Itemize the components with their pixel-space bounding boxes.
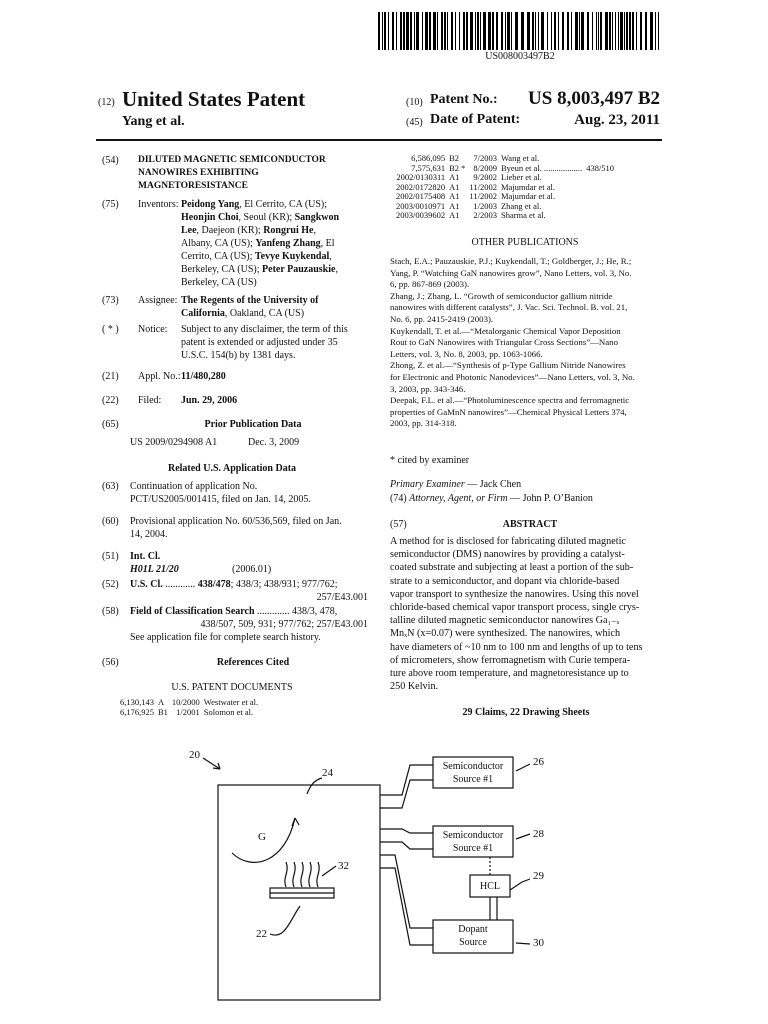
- filed-date: Jun. 29, 2006: [181, 395, 238, 406]
- inventors-label: Inventors:: [138, 199, 179, 210]
- code-45: (45): [406, 117, 423, 128]
- primary-examiner: — Jack Chen: [464, 479, 522, 490]
- inventor-name: Heonjin Choi: [181, 212, 239, 223]
- abstract-line: 250 Kelvin.: [390, 681, 439, 693]
- doc-kind: A1: [449, 172, 460, 182]
- assignee-location: , Oakland, CA (US): [224, 308, 305, 319]
- appl-no-label: Appl. No.:: [138, 371, 181, 382]
- patent-date: Aug. 23, 2011: [574, 112, 660, 128]
- code-56: (56): [102, 657, 119, 668]
- doc-name: Lieber et al.: [500, 172, 542, 182]
- leader-dots: ............: [165, 579, 196, 590]
- doc-name: Byeun et al. ..................: [500, 162, 583, 173]
- code-60: (60): [102, 516, 119, 527]
- code-75: (75): [102, 199, 119, 210]
- rotation-arrowhead: [292, 818, 299, 826]
- inventor-location: , El Cerrito, CA (US);: [239, 199, 328, 210]
- doc-name: Zhang et al.: [500, 200, 542, 211]
- code-51: (51): [102, 551, 119, 562]
- abstract-heading: ABSTRACT: [502, 519, 558, 530]
- doc-kind: A1: [449, 191, 460, 201]
- inventor-location: Berkeley, CA (US);: [181, 264, 263, 275]
- ref-30: 30: [533, 937, 544, 949]
- source-28-label: [433, 829, 513, 855]
- abstract-line: MnₓN (x=0.07) were synthesized. The nanowires, which: [390, 628, 621, 640]
- doc-number: 6,130,143: [120, 697, 154, 707]
- code-73: (73): [102, 295, 119, 306]
- inventor-location: Berkeley, CA (US): [181, 277, 257, 288]
- provisional-line: Provisional application No. 60/536,569, filed on Jan.: [130, 516, 342, 527]
- feed-line: [380, 842, 433, 849]
- inventor-location: , Seoul (KR);: [238, 212, 295, 223]
- doc-kind: B1: [158, 706, 168, 717]
- pub-line: Rout to GaN Nanowires with Triangular Cross Sections”—Nano: [390, 337, 618, 348]
- filed-label: Filed:: [138, 395, 162, 406]
- patent-no-label: Patent No.:: [430, 92, 498, 107]
- box-label-line: Source #1: [452, 843, 494, 854]
- claims-summary: 29 Claims, 22 Drawing Sheets: [462, 707, 590, 718]
- doc-date: 7/2003: [473, 153, 497, 163]
- pub-line: nanowires with different catalysts”, J. Vac. Sci. Technol. B. vol. 21,: [390, 302, 628, 313]
- ref-32: 32: [338, 860, 349, 872]
- dopant-label: [433, 923, 513, 949]
- feed-line: [380, 868, 433, 945]
- ref-32-leader: [322, 866, 336, 876]
- doc-name: Majumdar et al.: [500, 181, 556, 192]
- notice-label: Notice:: [138, 324, 168, 335]
- abstract-line: ture above room temperature, and magnetoresistance up to: [390, 668, 629, 680]
- doc-kind: B2: [449, 153, 460, 163]
- abstract-line: chloride-based chemical vapor transport process, single crys-: [390, 602, 640, 614]
- ref-20: 20: [189, 749, 200, 761]
- code-54: (54): [102, 155, 119, 166]
- feed-line: [380, 855, 433, 928]
- ref-26-leader: [516, 764, 530, 771]
- authors: Yang et al.: [122, 114, 185, 129]
- prior-pub-number: US 2009/0294908 A1: [130, 437, 218, 448]
- doc-number: 2002/0130311: [396, 172, 446, 182]
- feed-line: [380, 829, 433, 833]
- pub-line: 6, pp. 867-869 (2003).: [390, 279, 470, 290]
- box-label-line: Dopant: [458, 924, 488, 935]
- doc-kind: A1: [449, 200, 460, 211]
- inventor-location: Cerrito, CA (US);: [181, 251, 255, 262]
- doc-number: 7,575,631: [411, 162, 446, 173]
- refs-heading: References Cited: [216, 657, 290, 668]
- doc-date: 1/2003: [473, 200, 497, 211]
- inventor-location: ,: [335, 264, 338, 275]
- ref-28: 28: [533, 828, 544, 840]
- ref-20-arrow: [203, 758, 220, 769]
- doc-type: United States Patent: [122, 87, 306, 111]
- feed-line: [380, 780, 433, 808]
- pub-line: Zhang, J.; Zhang, L. “Growth of semiconductor gallium nitride: [390, 290, 613, 301]
- notice-line: patent is extended or adjusted under 35: [181, 337, 338, 348]
- continuation-line: PCT/US2005/001415, filed on Jan. 14, 2005.: [130, 494, 311, 505]
- pub-line: 2003, pp. 314-318.: [390, 418, 457, 429]
- ref-22: 22: [256, 928, 267, 940]
- source-26-label: [433, 760, 513, 786]
- code-22: (22): [102, 395, 119, 406]
- title-line: NANOWIRES EXHIBITING: [138, 168, 259, 178]
- hcl-label: HCL: [480, 881, 500, 892]
- ref-28-leader: [516, 834, 530, 839]
- abstract-line: strate to a semiconductor, and dopant via chloride-based: [390, 575, 620, 587]
- doc-date: 1/2001: [176, 706, 200, 717]
- us-cl-label: U.S. Cl.: [130, 579, 163, 590]
- code-58: (58): [102, 606, 119, 617]
- nanowire: [301, 862, 303, 887]
- doc-number: 2002/0172820: [396, 181, 446, 192]
- title-line: MAGNETORESISTANCE: [138, 181, 248, 191]
- us-docs-heading: U.S. PATENT DOCUMENTS: [171, 682, 293, 693]
- int-cl-code: H01L 21/20: [130, 564, 179, 575]
- code-12: (12): [98, 97, 115, 108]
- title-line: DILUTED MAGNETIC SEMICONDUCTOR: [138, 155, 326, 165]
- pub-line: 3, 2003, pp. 343-346.: [390, 383, 466, 394]
- field-values: 438/3, 478,: [292, 606, 338, 617]
- attorney: — John P. O’Banion: [507, 493, 593, 504]
- pub-line: for Electronic and Photonic Nanodevices”—Nano Letters, vol. 3, No.: [390, 371, 635, 382]
- inventor-location: Albany, CA (US);: [181, 238, 256, 249]
- notice-line: U.S.C. 154(b) by 1381 days.: [181, 350, 296, 361]
- doc-kind: A1: [449, 181, 460, 192]
- patent-number: US 8,003,497 B2: [528, 88, 660, 109]
- doc-name: Westwater et al.: [203, 697, 259, 707]
- inventor-name: Tevye Kuykendal: [254, 251, 330, 262]
- abstract-line: vapor transport to synthesize the nanowires. Using this novel: [390, 588, 639, 600]
- doc-class: 438/510: [586, 162, 615, 173]
- us-cl-rest: ; 438/3; 438/931; 977/762;: [230, 579, 338, 590]
- doc-date: 11/2002: [469, 181, 497, 192]
- int-cl-label: Int. Cl.: [130, 551, 161, 562]
- nanowire: [309, 862, 311, 887]
- pub-line: Deepak, F.L. et al.—“Photoluminescence spectra and ferromagnetic: [390, 395, 630, 406]
- ref-22-leader: [270, 906, 300, 935]
- pub-line: Yang, P. “Watching GaN nanowires grow”, Nano Letters, vol. 3, No.: [390, 267, 632, 278]
- pub-line: Zhong, Z. et al.—“Synthesis of p-Type Gallium Nitride Nanowires: [390, 360, 626, 371]
- int-cl-year: (2006.01): [232, 564, 272, 575]
- ref-29-leader: [510, 879, 530, 890]
- assignee-name: California: [181, 308, 225, 319]
- doc-name: Sharma et al.: [500, 210, 546, 220]
- prior-pub-date: Dec. 3, 2009: [248, 437, 300, 448]
- code-10: (10): [406, 97, 423, 108]
- code-notice: ( * ): [102, 324, 119, 335]
- doc-name: Solomon et al.: [203, 706, 254, 717]
- field-label: Field of Classification Search: [130, 606, 255, 617]
- inventor-name: Rongrui He: [263, 225, 314, 236]
- inventor-name: Peidong Yang: [181, 199, 240, 210]
- nanowire: [293, 862, 295, 887]
- field-line2: 438/507, 509, 931; 977/762; 257/E43.001: [200, 619, 368, 630]
- box-label-line: Semiconductor: [442, 830, 504, 841]
- appl-no: 11/480,280: [181, 371, 226, 382]
- abstract-line: have diameters of ~10 nm to 100 nm and lengths of up to tens: [390, 641, 643, 653]
- prior-pub-heading: Prior Publication Data: [204, 419, 302, 430]
- doc-date: 10/2000: [171, 697, 200, 707]
- doc-number: 2003/0039602: [396, 210, 446, 220]
- cited-by-examiner: * cited by examiner: [390, 455, 470, 466]
- doc-number: 6,586,095: [411, 153, 446, 163]
- field-line3: See application file for complete search history.: [130, 632, 321, 643]
- ref-24: 24: [322, 767, 333, 779]
- inventor-location: , El: [320, 238, 335, 249]
- continuation-line: Continuation of application No.: [130, 481, 258, 492]
- abstract-line: coated substrate and subjecting at least a portion of the sub-: [390, 562, 634, 574]
- us-cl-main: 438/478: [197, 579, 231, 590]
- other-pubs-heading: OTHER PUBLICATIONS: [471, 237, 579, 248]
- leader-dots: .............: [257, 606, 290, 617]
- ref-26: 26: [533, 756, 544, 768]
- abstract-line: talline diluted magnetic semiconductor nanowires Ga₁₋ₓ: [390, 615, 620, 627]
- related-heading: Related U.S. Application Data: [167, 463, 297, 474]
- notice-line: Subject to any disclaimer, the term of this: [181, 324, 348, 335]
- doc-name: Majumdar et al.: [500, 191, 556, 201]
- assignee-name: The Regents of the University of: [181, 295, 319, 306]
- pub-line: properties of GaMnN nanowires”—Chemical Physical Letters 374,: [390, 406, 627, 417]
- doc-number: 2003/0010971: [396, 200, 446, 211]
- nanowire: [285, 862, 287, 887]
- inventor-name: Peter Pauzauskie: [262, 264, 336, 275]
- doc-date: 11/2002: [469, 191, 497, 201]
- ref-24-leader: [307, 778, 322, 794]
- box-label-line: Source #1: [452, 774, 494, 785]
- ref-30-leader: [516, 943, 530, 944]
- code-52: (52): [102, 579, 119, 590]
- provisional-line: 14, 2004.: [130, 529, 168, 540]
- doc-kind: A1: [449, 210, 460, 220]
- inventor-name: Yanfeng Zhang: [255, 238, 321, 249]
- doc-kind: B2 *: [449, 162, 466, 173]
- inventor-name: Lee: [181, 225, 197, 236]
- doc-number: 2002/0175408: [396, 191, 446, 201]
- barcode-number: US008003497B2: [485, 51, 555, 62]
- code-74: (74): [390, 493, 407, 504]
- code-57: (57): [390, 519, 407, 530]
- abstract-line: semiconductor (DMS) nanowires by providing a catalyst-: [390, 549, 625, 561]
- assignee-label: Assignee:: [138, 295, 178, 306]
- code-21: (21): [102, 371, 119, 382]
- inventor-location: , Daejeon (KR);: [196, 225, 264, 236]
- doc-name: Wang et al.: [500, 153, 540, 163]
- pub-line: No. 6, pp. 2415-2419 (2003).: [390, 313, 494, 324]
- label-g: G: [258, 831, 266, 843]
- attorney-label: Attorney, Agent, or Firm: [409, 493, 508, 504]
- box-label-line: Source: [459, 937, 487, 948]
- doc-kind: A: [158, 697, 165, 707]
- code-63: (63): [102, 481, 119, 492]
- nanowire: [317, 862, 319, 887]
- inventor-name: Sangkwon: [294, 212, 340, 223]
- us-cl-line2: 257/E43.001: [316, 592, 368, 603]
- doc-date: 8/2009: [473, 162, 497, 173]
- doc-date: 9/2002: [473, 172, 497, 182]
- code-65: (65): [102, 419, 119, 430]
- inventor-location: ,: [329, 251, 332, 262]
- primary-examiner-label: Primary Examiner: [390, 479, 465, 490]
- doc-number: 6,176,925: [120, 706, 154, 717]
- abstract-line: of micrometers, show ferromagnetism with Curie tempera-: [390, 654, 631, 666]
- pub-line: Stach, E.A.; Pauzauskie, P.J.; Kuykendall, T.; Goldberger, J.; He, R.;: [390, 256, 632, 266]
- abstract-line: A method for is disclosed for fabricating diluted magnetic: [390, 536, 626, 547]
- ref-29: 29: [533, 870, 544, 882]
- pub-line: Kuykendall, T. et al.—“Metalorganic Chemical Vapor Deposition: [390, 325, 621, 336]
- date-label: Date of Patent:: [430, 112, 521, 127]
- pub-line: Letters, vol. 3, No. 8, 2003, pp. 1063-1066.: [390, 348, 543, 359]
- doc-date: 2/2003: [473, 210, 497, 220]
- box-label-line: Semiconductor: [442, 761, 504, 772]
- inventor-location: ,: [313, 225, 316, 236]
